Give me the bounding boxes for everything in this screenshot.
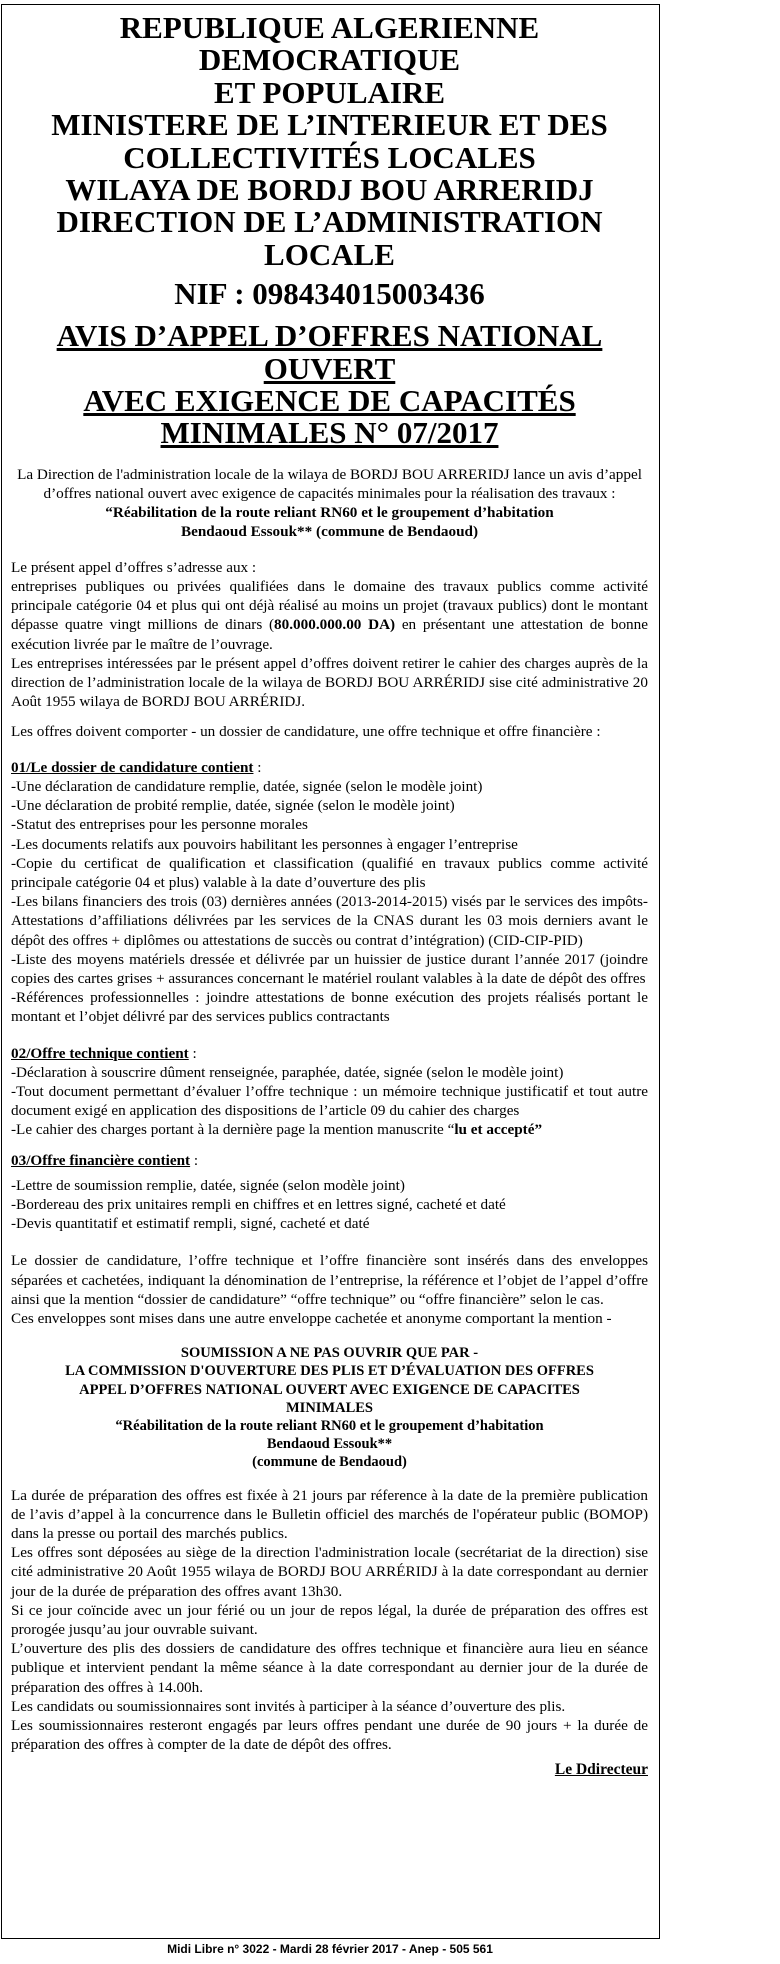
list-item	[11, 1120, 648, 1139]
submission-line: SOUMISSION A NE PAS OUVRIR QUE PAR -	[180, 1345, 479, 1362]
list-item-bold: lu et accepté”	[454, 1121, 543, 1139]
header-line: COLLECTIVITÉS LOCALES	[123, 139, 536, 175]
submission-line: (commune de Bendaoud)	[252, 1454, 407, 1471]
submission-line: APPEL D’OFFRES NATIONAL OUVERT AVEC EXIGENCE DE CAPACITES	[79, 1381, 580, 1398]
list-item: -Liste des moyens matériels dressée et délivrée par un huissier de justice durant l’année 2017 (joindre copies des cartes grises + assurances concernant le matériel roulant valables à la date de dépôt des offres	[11, 950, 648, 987]
eligibility-amount: 80.000.000.00 DA)	[274, 616, 396, 634]
section-title-suffix: :	[188, 1044, 197, 1062]
avis-title-line: AVEC EXIGENCE DE CAPACITÉS	[83, 383, 576, 419]
avis-title-line: AVIS D’APPEL D’OFFRES NATIONAL	[56, 318, 603, 354]
section-title-candidature	[11, 758, 648, 777]
submission-line: Bendaoud Essouk**	[266, 1436, 393, 1453]
header-line: MINISTERE DE L’INTERIEUR ET DES	[51, 107, 608, 143]
nif-number: NIF : 098434015003436	[174, 276, 485, 312]
list-item: -Lettre de soumission remplie, datée, signée (selon modèle joint)	[11, 1176, 405, 1194]
list-item: -Une déclaration de probité remplie, datée, signée (selon le modèle joint)	[11, 797, 455, 815]
eligibility-text-b: en présentant une attestation de bonne exécution livrée par le maître de l’ouvrage.	[11, 616, 648, 653]
section-title-text: 03/Offre financière contient	[11, 1151, 191, 1169]
header-line: DEMOCRATIQUE	[198, 42, 461, 78]
project-title-line: “Réabilitation de la route reliant RN60 et le groupement d’habitation	[105, 503, 554, 521]
header-line: REPUBLIQUE ALGERIENNE	[119, 10, 540, 45]
submission-block	[11, 1344, 648, 1471]
list-item: -Les bilans financiers des trois (03) dernières années (2013-2014-2015) visés par le services des impôts-Attestations d’affiliations délivrées par les services de la CNAS durant les 03 mois derniers avant le dépôt des offres + diplômes ou attestations de succès ou contrat d’intégration) (CID-CIP-PID)	[11, 893, 648, 949]
notice-frame	[1, 4, 660, 1939]
list-item: -Bordereau des prix unitaires rempli en chiffres et en lettres signé, cacheté et daté	[11, 1195, 506, 1213]
closing-paragraph: Les offres sont déposées au siège de la direction l'administration locale (secrétariat de la direction) sise cité administrative 20 Août 1955 wilaya de BORDJ BOU ARRÉRIDJ à la date correspondant au dernier jour de la durée de préparation des offres avant 13h30.	[11, 1544, 648, 1600]
section-title-text: 02/Offre technique contient	[11, 1044, 189, 1062]
closing-paragraph: Les soumissionnaires resteront engagés par leurs offres pendant une durée de 90 jours + la durée de préparation des offres à compter de la date de dépôt des offres.	[11, 1717, 648, 1754]
envelopes-text: Le dossier de candidature, l’offre technique et l’offre financière sont insérés dans des enveloppes séparées et cachetées, indiquant la dénomination de l’entreprise, la référence et l’objet de l’appel d’offre ainsi que la mention “dossier de candidature” “offre technique” ou “offre financière” selon le cas.	[11, 1252, 648, 1308]
project-title-line: Bendaoud Essouk** (commune de Bendaoud)	[180, 522, 479, 540]
eligibility-text	[11, 577, 648, 654]
header-block	[11, 12, 648, 311]
list-item: -Devis quantitatif et estimatif rempli, signé, cacheté et daté	[11, 1215, 370, 1233]
list-item: -Copie du certificat de qualification et classification (qualifié en travaux publics comme activité principale catégorie 04 et plus) valable à la date d’ouverture des plis	[11, 854, 648, 891]
withdrawal-text: Les entreprises intéressées par le présent appel d’offres doivent retirer le cahier des charges auprès de la direction de l’administration locale de la wilaya de BORDJ BOU ARRÉRIDJ sise cité administrative 20 Août 1955 wilaya de BORDJ BOU ARRÉRIDJ.	[11, 654, 648, 711]
header-line: DIRECTION DE L’ADMINISTRATION	[56, 204, 603, 240]
submission-line: MINIMALES	[285, 1399, 373, 1416]
section-title-technique	[11, 1044, 648, 1063]
closing-paragraph: L’ouverture des plis des dossiers de candidature des offres technique et financière aura lieu en séance publique et intervient pendant la même séance à la date correspondant au dernier jour de la durée de préparation des offres à 14.00h.	[11, 1640, 648, 1696]
list-item: -Références professionnelles : joindre attestations de bonne exécution des projets réalisés portant le montant et l’objet délivré par des services publics contractants	[11, 989, 648, 1026]
eligibility-intro: Le présent appel d’offres s’adresse aux :	[11, 558, 257, 576]
envelopes-mention: Ces enveloppes sont mises dans une autre enveloppe cachetée et anonyme comportant la mention -	[11, 1309, 612, 1327]
list-item: -Une déclaration de candidature remplie, datée, signée (selon le modèle joint)	[11, 777, 483, 795]
closing-paragraph: Les candidats ou soumissionnaires sont invités à participer à la séance d’ouverture des plis.	[11, 1697, 566, 1715]
publication-footer: Midi Libre n° 3022 - Mardi 28 février 2017 - Anep - 505 561	[167, 1942, 493, 1956]
section-title-financiere	[11, 1151, 648, 1170]
header-line: WILAYA DE BORDJ BOU ARRERIDJ	[65, 172, 594, 208]
list-item: -Déclaration à souscrire dûment renseignée, paraphée, datée, signée (selon le modèle joint)	[11, 1063, 564, 1081]
eligibility-text-a: entreprises publiques ou privées qualifiées dans le domaine des travaux publics comme activité principale catégorie 04 et plus qui ont déjà réalisé au moins un projet (travaux publics) dont le montant dépasse quatre vingt millions de dinars (	[11, 578, 648, 634]
intro-text: La Direction de l'administration locale de la wilaya de BORDJ BOU ARRERIDJ lance un avis d’appel d’offres national ouvert avec exigence de capacités minimales pour la réalisation des travaux :	[17, 465, 642, 502]
section-title-text: 01/Le dossier de candidature contient	[11, 758, 254, 776]
list-item-text: -Le cahier des charges portant à la dernière page la mention manuscrite “	[11, 1121, 455, 1139]
list-item: -Les documents relatifs aux pouvoirs habilitant les personnes à engager l’entreprise	[11, 835, 518, 853]
section-title-suffix: :	[253, 758, 262, 776]
signature: Le Ddirecteur	[554, 1761, 648, 1779]
closing-paragraph: La durée de préparation des offres est fixée à 21 jours par réference à la date de la première publication de l’avis d’appel à la concurrence dans le Bulletin officiel des marchés de l'opérateur public (BOMOP) dans la presse ou portail des marchés publics.	[11, 1486, 648, 1543]
header-line: LOCALE	[264, 236, 395, 272]
list-item: -Tout document permettant d’évaluer l’offre technique : un mémoire technique justificatif et tout autre document exigé en application des dispositions de l’article 09 du cahier des charges	[11, 1082, 648, 1120]
offers-composition: Les offres doivent comporter - un dossier de candidature, une offre technique et offre financière :	[11, 722, 601, 740]
avis-title	[11, 320, 648, 450]
submission-line: LA COMMISSION D'OUVERTURE DES PLIS ET D’ÉVALUATION DES OFFRES	[65, 1363, 594, 1380]
submission-line: “Réabilitation de la route reliant RN60 et le groupement d’habitation	[115, 1418, 544, 1434]
closing-paragraph: Si ce jour coïncide avec un jour férié ou un jour de repos légal, la durée de préparation des offres est prorogée jusqu’au jour ouvrable suivant.	[11, 1601, 648, 1639]
avis-title-line: MINIMALES N° 07/2017	[160, 415, 499, 451]
notice-content	[2, 5, 659, 1780]
avis-title-line: OUVERT	[263, 350, 396, 386]
section-title-suffix: :	[190, 1151, 199, 1169]
header-line: ET POPULAIRE	[213, 74, 446, 110]
list-item: -Statut des entreprises pour les personne morales	[11, 816, 308, 834]
